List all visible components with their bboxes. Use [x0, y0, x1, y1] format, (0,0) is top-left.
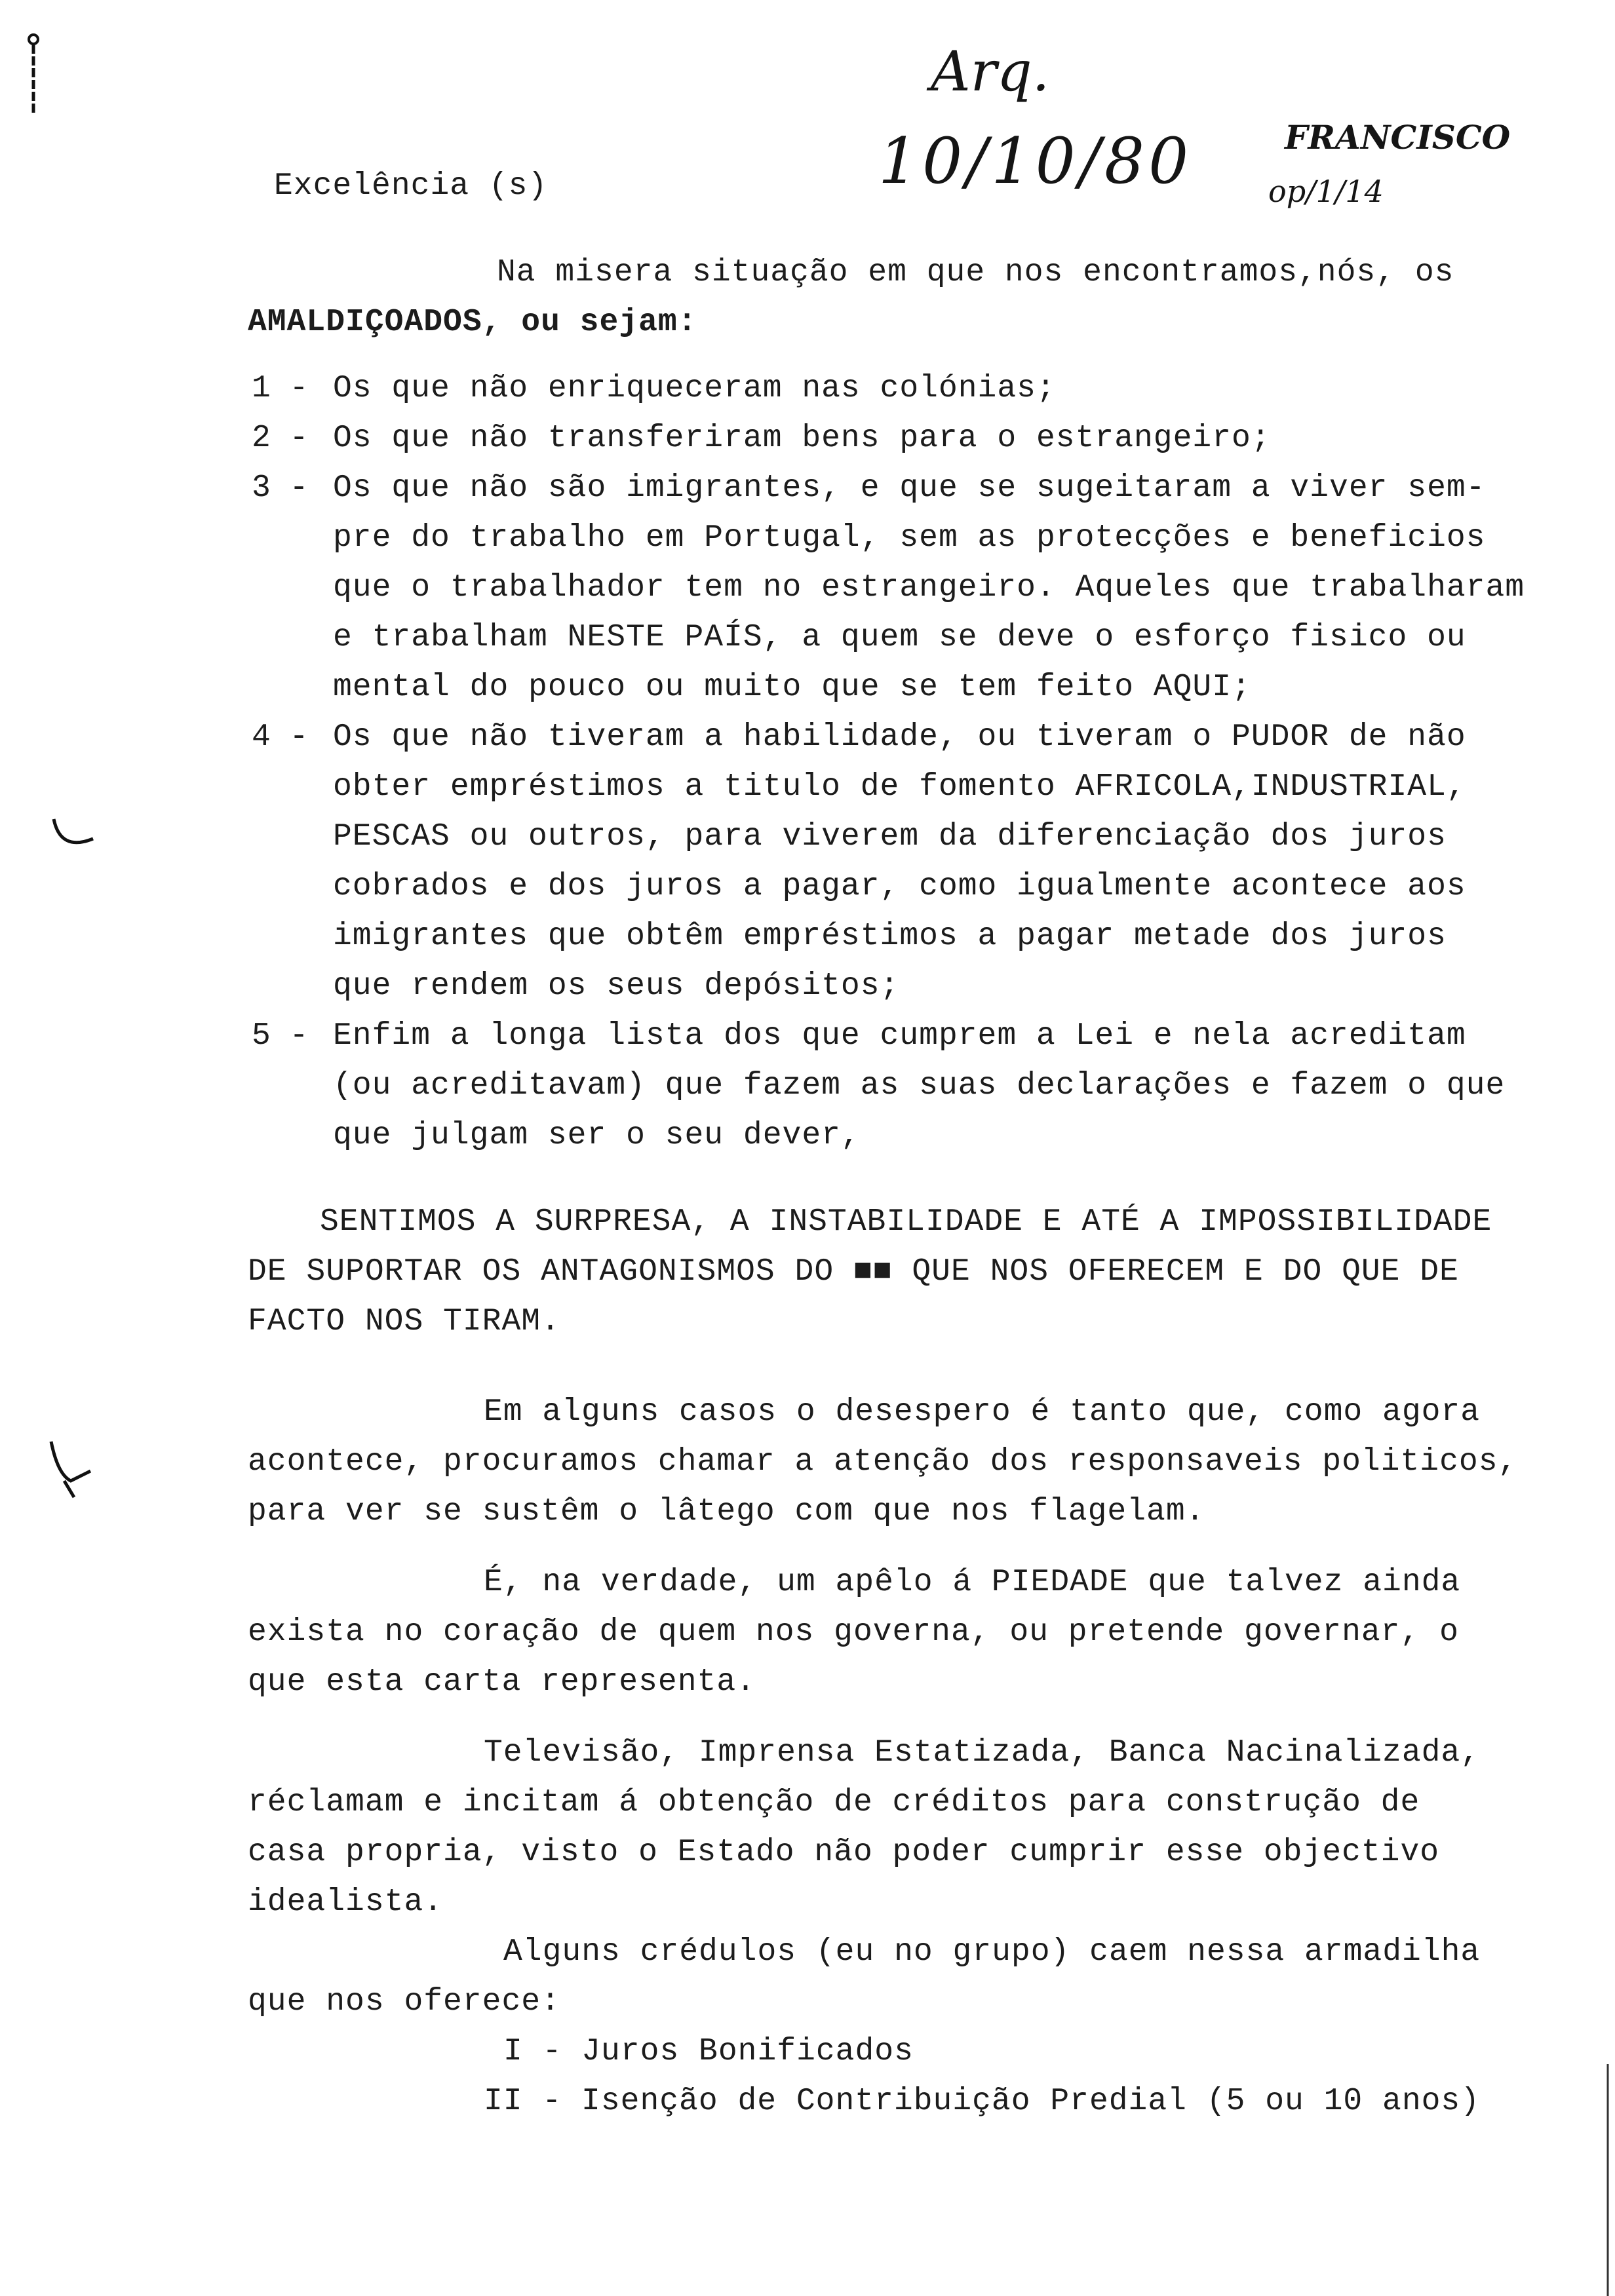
- intro-line-2: AMALDIÇOADOS, ou sejam:: [248, 305, 697, 340]
- paragraph-line: Alguns crédulos (eu no grupo) caem nessa armadilha: [503, 1934, 1481, 1970]
- handwritten-name: FRANCISCO: [1285, 118, 1511, 157]
- list-item-line: Os que não tiveram a habilidade, ou tiveram o PUDOR de não: [333, 719, 1466, 755]
- handwritten-ref: op/1/14: [1268, 174, 1384, 209]
- list-item-line: Enfim a longa lista dos que cumprem a Lei e nela acreditam: [333, 1018, 1466, 1054]
- handwritten-arq: Arq.: [931, 39, 1050, 104]
- list-item-line: cobrados e dos juros a pagar, como igualmente acontece aos: [333, 869, 1466, 904]
- roman-list-item: II - Isenção de Contribuição Predial (5 ou 10 anos): [484, 2084, 1481, 2119]
- list-item-number: 4 -: [252, 719, 309, 755]
- paragraph-line: para ver se sustêm o lâtego com que nos flagelam.: [248, 1494, 1205, 1529]
- margin-hook-mark: [38, 1435, 97, 1507]
- paragraph-line: acontece, procuramos chamar a atenção dos responsaveis politicos,: [248, 1444, 1518, 1480]
- list-item-number: 3 -: [252, 470, 309, 506]
- margin-arc-mark: [47, 813, 100, 858]
- salutation: Excelência (s): [274, 168, 548, 204]
- list-item-number: 2 -: [252, 421, 309, 456]
- roman-list-item: I - Juros Bonificados: [503, 2034, 914, 2069]
- paragraph-line: exista no coração de quem nos governa, ou pretende governar, o: [248, 1615, 1459, 1650]
- list-item-line: Os que não transferiram bens para o estrangeiro;: [333, 421, 1271, 456]
- list-item-line: que julgam ser o seu dever,: [333, 1118, 861, 1153]
- paragraph-line: Em alguns casos o desespero é tanto que, como agora: [484, 1394, 1481, 1430]
- list-item-line: e trabalham NESTE PAÍS, a quem se deve o esforço fisico ou: [333, 620, 1466, 655]
- list-item-line: obter empréstimos a titulo de fomento AFRICOLA,INDUSTRIAL,: [333, 769, 1466, 805]
- right-edge-line: [1605, 2064, 1611, 2296]
- punch-mark-top: [24, 31, 43, 117]
- list-item-line: PESCAS ou outros, para viverem da diferenciação dos juros: [333, 819, 1447, 854]
- paragraph-line: É, na verdade, um apêlo á PIEDADE que talvez ainda: [484, 1565, 1461, 1600]
- list-item-line: Os que não são imigrantes, e que se sugeitaram a viver sem-: [333, 470, 1486, 506]
- paragraph-line: Televisão, Imprensa Estatizada, Banca Nacinalizada,: [484, 1735, 1481, 1770]
- paragraph-line: que esta carta representa.: [248, 1664, 756, 1700]
- caps-line: FACTO NOS TIRAM.: [248, 1304, 560, 1339]
- list-item-line: imigrantes que obtêm empréstimos a pagar metade dos juros: [333, 919, 1447, 954]
- intro-line-1: Na misera situação em que nos encontramos,nós, os: [497, 255, 1454, 290]
- list-item-number: 5 -: [252, 1018, 309, 1054]
- list-item-line: (ou acreditavam) que fazem as suas declarações e fazem o que: [333, 1068, 1506, 1103]
- list-item-line: Os que não enriqueceram nas colónias;: [333, 371, 1056, 406]
- list-item-line: pre do trabalho em Portugal, sem as protecções e beneficios: [333, 520, 1486, 556]
- paragraph-line: que nos oferece:: [248, 1984, 560, 2019]
- caps-line: DE SUPORTAR OS ANTAGONISMOS DO ■■ QUE NOS OFERECEM E DO QUE DE: [248, 1254, 1459, 1290]
- paragraph-line: casa propria, visto o Estado não poder cumprir esse objectivo: [248, 1835, 1440, 1870]
- caps-line: SENTIMOS A SURPRESA, A INSTABILIDADE E ATÉ A IMPOSSIBILIDADE: [320, 1204, 1492, 1240]
- list-item-line: que o trabalhador tem no estrangeiro. Aqueles que trabalharam: [333, 570, 1525, 605]
- paragraph-line: idealista.: [248, 1885, 444, 1920]
- list-item-line: mental do pouco ou muito que se tem feito AQUI;: [333, 670, 1251, 705]
- list-item-number: 1 -: [252, 371, 309, 406]
- list-item-line: que rendem os seus depósitos;: [333, 968, 900, 1004]
- paragraph-line: réclamam e incitam á obtenção de créditos para construção de: [248, 1785, 1420, 1820]
- handwritten-date: 10/10/80: [878, 124, 1193, 198]
